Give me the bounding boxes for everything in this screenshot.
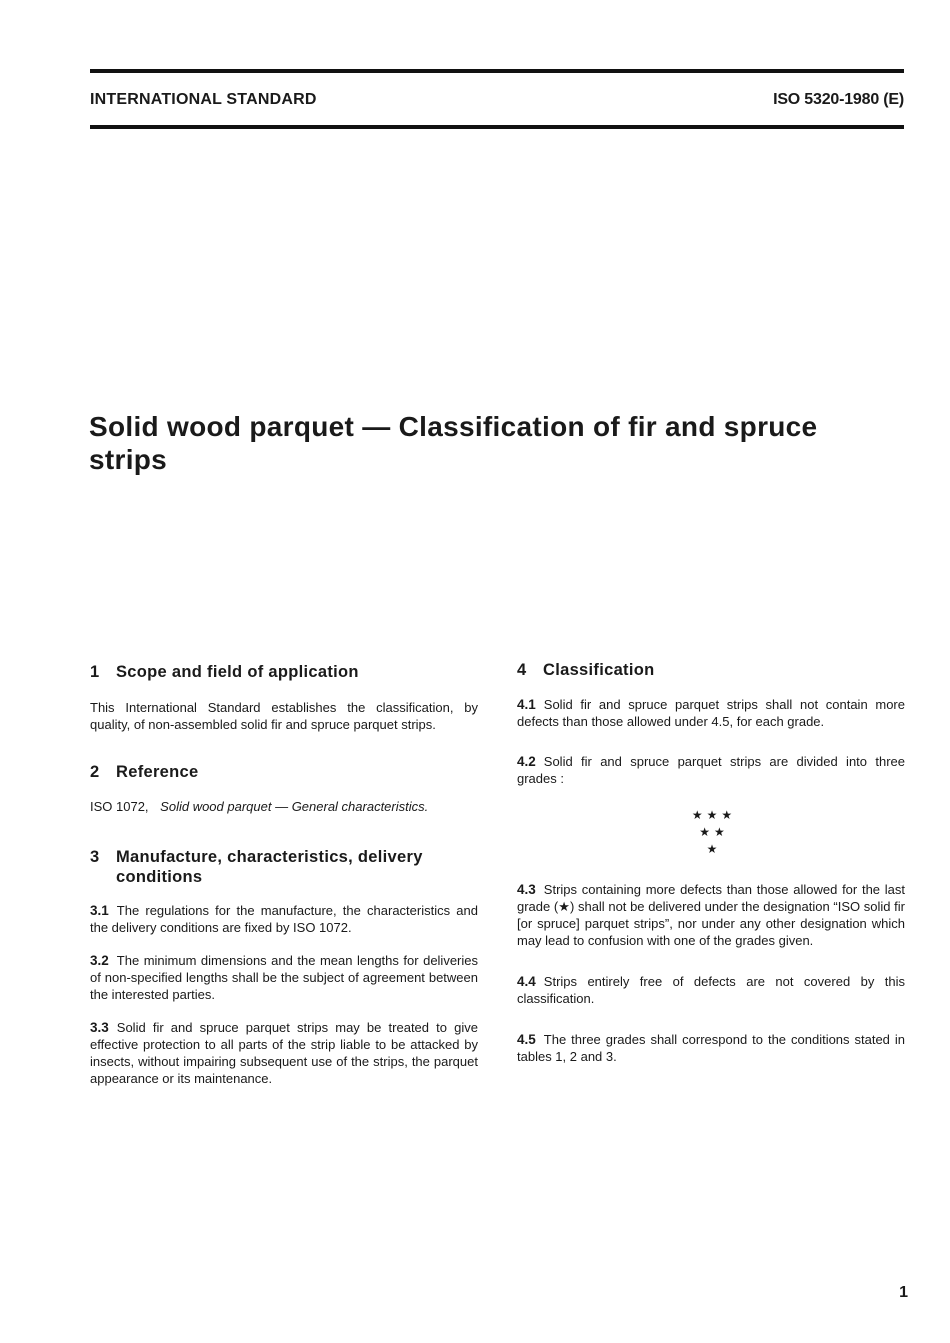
section-title: Reference [116, 763, 199, 781]
clause-3-2 [90, 952, 478, 1003]
section-title: Manufacture, characteristics, delivery conditions [116, 848, 423, 886]
clause-number: 3.3 [90, 1020, 109, 1035]
header-bottom-rule [90, 125, 904, 129]
clause-text: The regulations for the manufacture, the characteristics and the delivery conditions are fixed by ISO 1072. [90, 903, 478, 935]
clause-3-3 [90, 1019, 478, 1087]
section-title: Classification [543, 661, 655, 679]
section-number: 1 [90, 663, 100, 681]
section-1-heading [90, 662, 478, 682]
clause-number: 4.5 [517, 1032, 536, 1047]
clause-number: 4.3 [517, 882, 536, 897]
clause-number: 4.4 [517, 974, 536, 989]
clause-text: Solid fir and spruce parquet strips may be treated to give effective protection to all parts of the strip liable to be attacked by insects, without impairing subsequent use of the strips, the parquet appearance or its maintenance. [90, 1020, 478, 1086]
clause-4-5 [517, 1031, 905, 1065]
reference-title: Solid wood parquet — General characteristics. [160, 799, 429, 814]
clause-number: 3.1 [90, 903, 109, 918]
clause-3-1 [90, 902, 478, 936]
clause-4-3 [517, 881, 905, 949]
left-column [90, 660, 478, 1087]
clause-text: Strips entirely free of defects are not covered by this classification. [517, 974, 905, 1006]
clause-text: The three grades shall correspond to the conditions stated in tables 1, 2 and 3. [517, 1032, 905, 1064]
clause-text: Strips containing more defects than those allowed for the last grade (★) shall not be delivered under the designation “ISO solid fir [or spruce] parquet strips”, nor under any other designation which may lead to confusion with one of the grades given. [517, 882, 905, 948]
reference-entry [90, 798, 478, 815]
title-line-1: Solid wood parquet — Classification of fir and spruce [89, 411, 818, 442]
grade-one-star: ★ [706, 842, 722, 856]
section-number: 4 [517, 661, 527, 679]
section-3-heading [90, 847, 478, 887]
clause-4-1 [517, 696, 905, 730]
grade-three-stars: ★★★ [691, 808, 737, 822]
right-column [517, 660, 905, 1065]
title-line-2: strips [89, 444, 168, 475]
header-top-rule [90, 69, 904, 73]
document-title [89, 410, 869, 476]
clause-4-2 [517, 753, 905, 787]
section-1-text: This International Standard establishes the classification, by quality, of non-assembled solid fir and spruce parquet strips. [90, 700, 478, 732]
section-number: 2 [90, 763, 100, 781]
reference-code: ISO 1072, [90, 799, 149, 814]
clause-text: The minimum dimensions and the mean lengths for deliveries of non-specified lengths shall be the subject of agreement between the interested parties. [90, 953, 478, 1002]
section-title: Scope and field of application [116, 663, 359, 681]
section-4-heading [517, 660, 905, 680]
grade-two-stars: ★★ [699, 825, 729, 839]
section-2-heading [90, 762, 478, 782]
clause-number: 4.1 [517, 697, 536, 712]
clause-number: 4.2 [517, 754, 536, 769]
document-type-label: INTERNATIONAL STANDARD [90, 91, 317, 108]
clause-number: 3.2 [90, 953, 109, 968]
grade-list [517, 807, 905, 858]
clause-text: Solid fir and spruce parquet strips shall not contain more defects than those allowed under 4.5, for each grade. [517, 697, 905, 729]
standard-number: ISO 5320-1980 (E) [773, 91, 904, 108]
clause-text: Solid fir and spruce parquet strips are divided into three grades : [517, 754, 905, 786]
section-number: 3 [90, 848, 100, 866]
page-number: 1 [899, 1284, 908, 1301]
clause-4-4 [517, 973, 905, 1007]
